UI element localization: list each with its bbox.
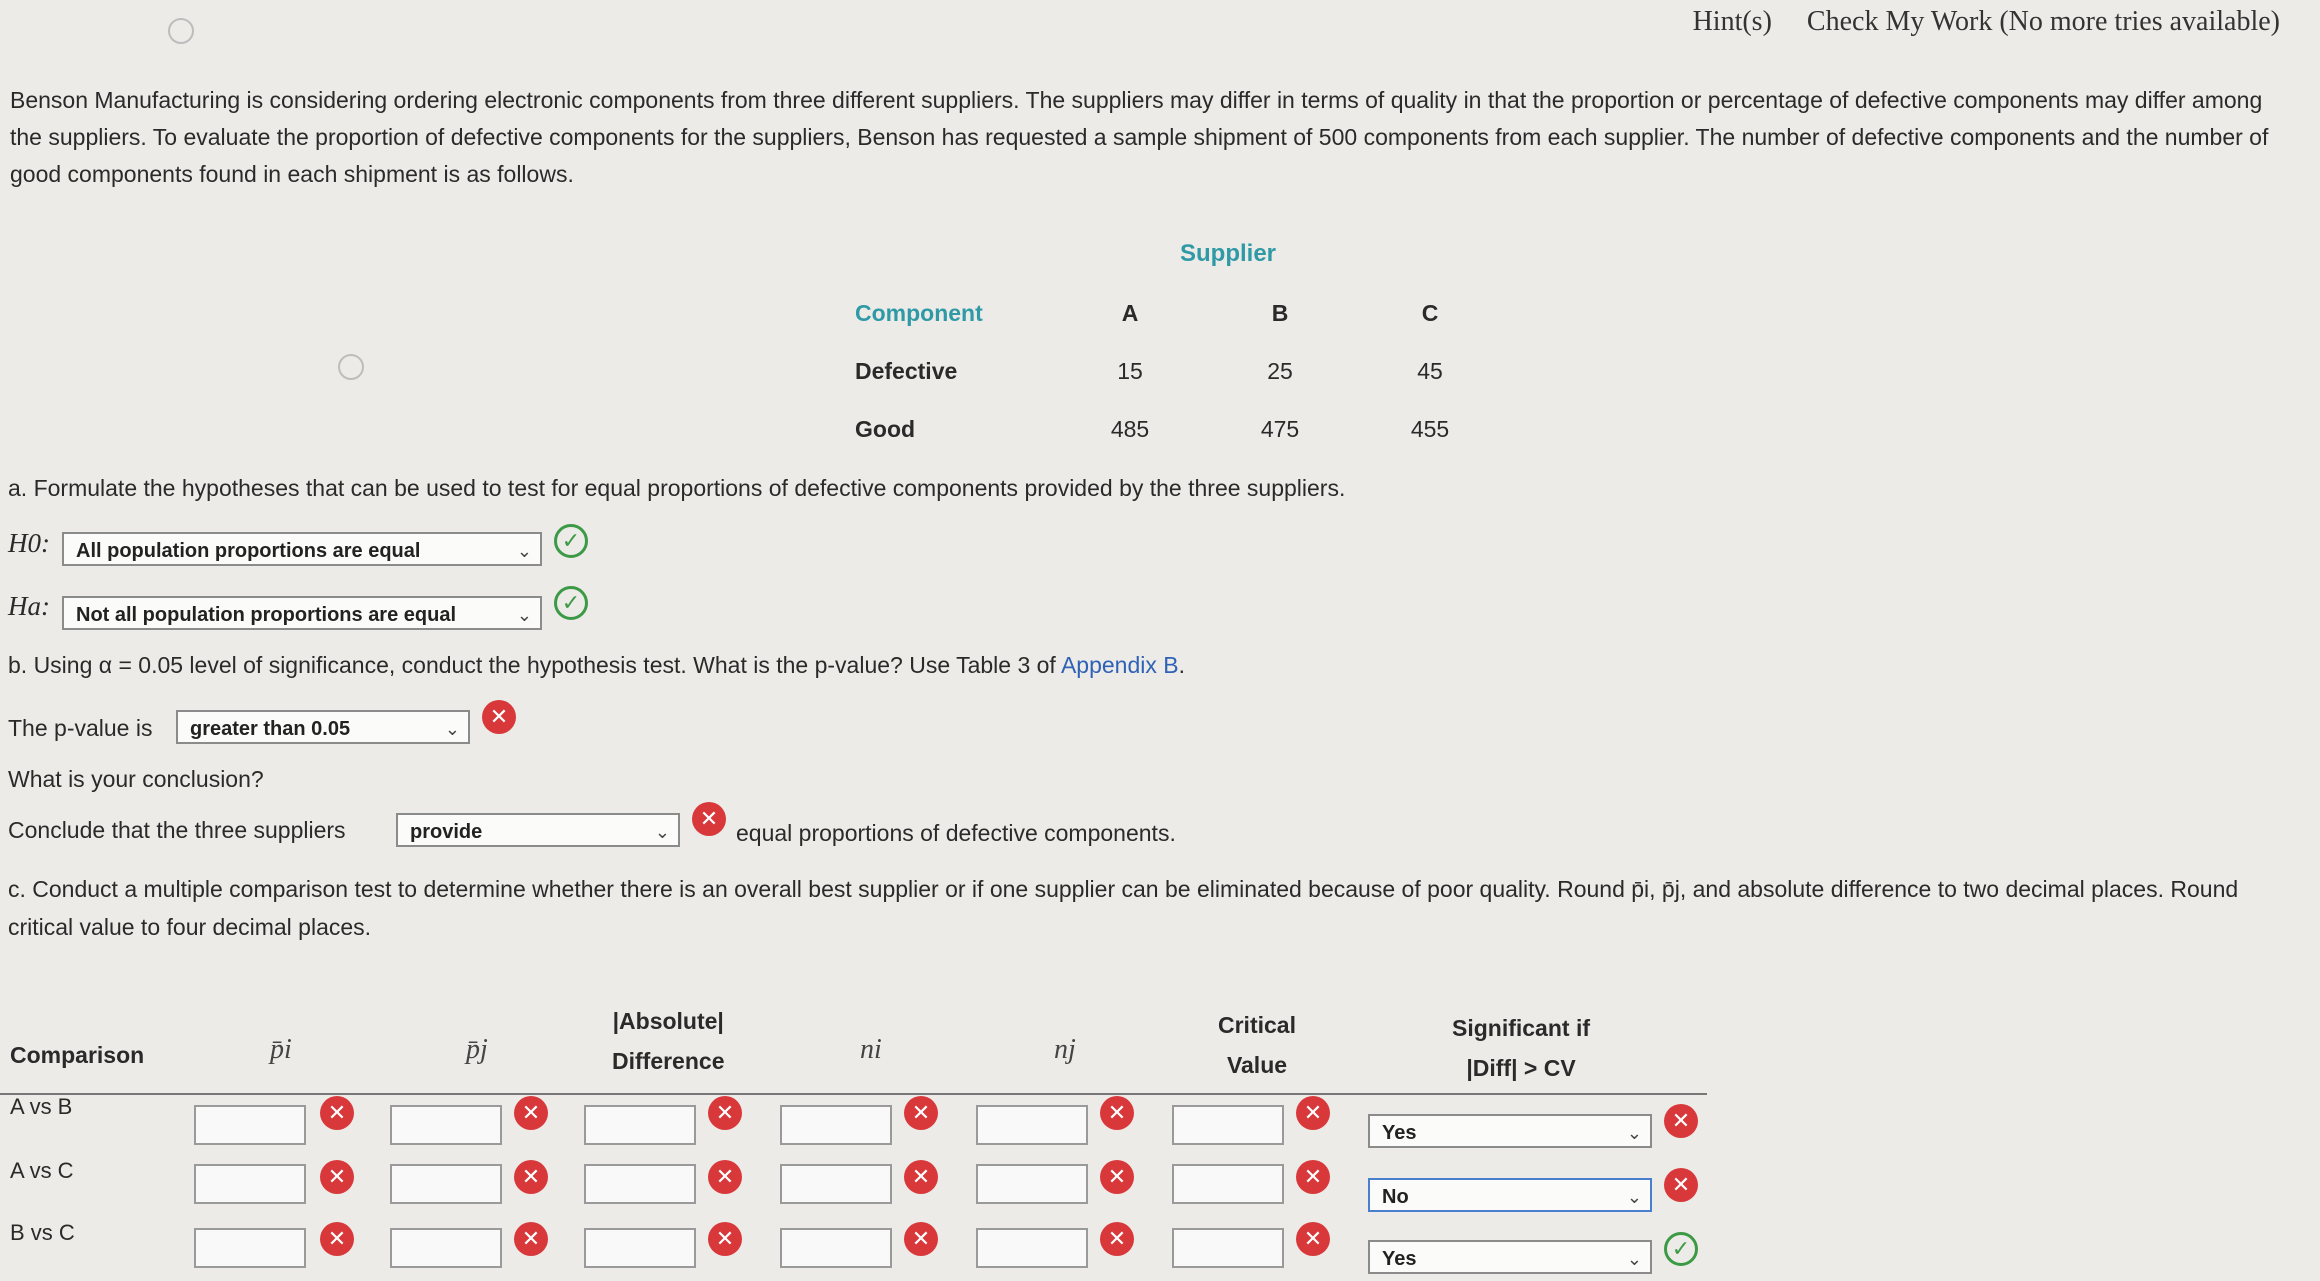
col-header-critical-value (1218, 1005, 1296, 1085)
pvalue-select[interactable] (176, 710, 470, 744)
ha-select-value: Not all population proportions are equal (76, 604, 457, 626)
col-header-absdiff-line2: Difference (612, 1048, 725, 1074)
problem-intro: Benson Manufacturing is considering ordering electronic components from three different suppliers. The suppliers may differ in terms of quality in that the proportion or percentage of defective components may differ among the suppliers. To evaluate the proportion of defective components for the suppliers, Benson has requested a sample shipment of 500 components from each supplier. The number of defective components and the number of good components found in each shipment is as follows. (10, 87, 2269, 187)
conclude-select[interactable] (396, 813, 680, 847)
table-row (855, 400, 1505, 458)
conclusion-question: What is your conclusion? (8, 766, 264, 792)
x-circle-icon: ✕ (514, 1160, 548, 1194)
x-circle-icon: ✕ (514, 1096, 548, 1130)
table-cell: 45 (1417, 357, 1443, 384)
ni-input[interactable] (780, 1228, 892, 1268)
table-header-cell: Component (855, 299, 983, 326)
table-header-row (855, 284, 1505, 342)
col-header-nj: nj (1054, 1034, 1076, 1065)
part-a-question: a. Formulate the hypotheses that can be used to test for equal proportions of defective components provided by the three suppliers. (8, 475, 1346, 501)
part-b-question (8, 652, 1185, 679)
absdiff-input[interactable] (584, 1105, 696, 1145)
check-my-work-link[interactable]: Check My Work (No more tries available) (1806, 6, 2280, 37)
supplier-table (855, 284, 1505, 458)
col-header-cv-line1: Critical (1218, 1012, 1296, 1038)
x-circle-icon: ✕ (1100, 1096, 1134, 1130)
x-circle-icon: ✕ (1664, 1104, 1698, 1138)
critical-value-input[interactable] (1172, 1105, 1284, 1145)
nj-input[interactable] (976, 1228, 1088, 1268)
radio-circle[interactable] (338, 354, 364, 380)
nj-input[interactable] (976, 1105, 1088, 1145)
table-header-cell: A (1121, 299, 1139, 326)
pj-input[interactable] (390, 1164, 502, 1204)
col-header-comparison: Comparison (10, 1042, 145, 1068)
x-circle-icon: ✕ (514, 1222, 548, 1256)
conclude-suffix: equal proportions of defective components. (736, 820, 1176, 846)
table-cell: 485 (1110, 415, 1150, 442)
x-circle-icon: ✕ (320, 1160, 354, 1194)
significant-select-value: No (1382, 1186, 1409, 1208)
x-circle-icon: ✕ (320, 1096, 354, 1130)
h0-label: H0: (8, 528, 50, 558)
pi-input[interactable] (194, 1105, 306, 1145)
supplier-title: Supplier (1180, 240, 1277, 267)
chevron-down-icon: ⌄ (1626, 1249, 1642, 1269)
chevron-down-icon: ⌄ (1626, 1187, 1642, 1207)
col-header-absdiff (612, 1001, 724, 1081)
pj-input[interactable] (390, 1105, 502, 1145)
x-circle-icon: ✕ (692, 802, 726, 836)
chevron-down-icon: ⌄ (654, 822, 670, 842)
table-cell: Good (855, 415, 916, 442)
ni-input[interactable] (780, 1105, 892, 1145)
pi-input[interactable] (194, 1228, 306, 1268)
col-header-sig-line1: Significant if (1452, 1015, 1590, 1041)
conclude-select-value: provide (410, 821, 483, 843)
ha-label: Ha: (8, 591, 50, 621)
check-circle-icon: ✓ (1664, 1232, 1698, 1266)
table-divider (0, 1093, 1707, 1095)
x-circle-icon: ✕ (1100, 1222, 1134, 1256)
absdiff-input[interactable] (584, 1228, 696, 1268)
x-circle-icon: ✕ (708, 1222, 742, 1256)
table-cell: 15 (1117, 357, 1143, 384)
table-cell: Defective (855, 357, 958, 384)
radio-circle[interactable] (168, 18, 194, 44)
x-circle-icon: ✕ (708, 1160, 742, 1194)
pi-input[interactable] (194, 1164, 306, 1204)
hint-link[interactable]: Hint(s) (1692, 6, 1772, 37)
absdiff-input[interactable] (584, 1164, 696, 1204)
significant-select[interactable] (1368, 1240, 1652, 1274)
h0-select[interactable] (62, 532, 542, 566)
h0-select-value: All population proportions are equal (76, 540, 421, 562)
x-circle-icon: ✕ (904, 1096, 938, 1130)
x-circle-icon: ✕ (320, 1222, 354, 1256)
row-label-a-vs-b: A vs B (10, 1094, 73, 1119)
ni-input[interactable] (780, 1164, 892, 1204)
col-header-pj: p̄j (466, 1034, 488, 1065)
pvalue-select-value: greater than 0.05 (190, 718, 351, 740)
chevron-down-icon: ⌄ (516, 541, 532, 561)
ha-select[interactable] (62, 596, 542, 630)
x-circle-icon: ✕ (708, 1096, 742, 1130)
x-circle-icon: ✕ (1296, 1096, 1330, 1130)
conclude-label: Conclude that the three suppliers (8, 817, 346, 843)
significant-select[interactable] (1368, 1178, 1652, 1212)
x-circle-icon: ✕ (482, 700, 516, 734)
pj-input[interactable] (390, 1228, 502, 1268)
table-header-cell: B (1271, 299, 1289, 326)
x-circle-icon: ✕ (904, 1160, 938, 1194)
appendix-b-link[interactable]: Appendix B (1060, 652, 1179, 678)
significant-select[interactable] (1368, 1114, 1652, 1148)
table-header-cell: C (1421, 299, 1439, 326)
x-circle-icon: ✕ (1296, 1160, 1330, 1194)
significant-select-value: Yes (1382, 1122, 1417, 1144)
table-cell: 475 (1260, 415, 1300, 442)
row-label-a-vs-c: A vs C (10, 1158, 74, 1183)
col-header-significant (1452, 1008, 1590, 1088)
critical-value-input[interactable] (1172, 1228, 1284, 1268)
col-header-pi: p̄i (270, 1034, 292, 1065)
significant-select-value: Yes (1382, 1248, 1417, 1270)
table-cell: 25 (1267, 357, 1293, 384)
part-b-question-end: . (1178, 652, 1185, 678)
table-cell: 455 (1410, 415, 1450, 442)
x-circle-icon: ✕ (1100, 1160, 1134, 1194)
check-circle-icon: ✓ (554, 524, 588, 558)
col-header-ni: ni (860, 1034, 882, 1065)
part-b-question-text: b. Using α = 0.05 level of significance, conduct the hypothesis test. What is the p-value? Use Table 3 of (8, 652, 1061, 678)
part-c-question: c. Conduct a multiple comparison test to determine whether there is an overall best supplier or if one supplier can be eliminated because of poor quality. Round p̄i, p̄j, and absolute difference to two decimal places. Round critical value to four decimal places. (8, 876, 2239, 940)
x-circle-icon: ✕ (1664, 1168, 1698, 1202)
pvalue-label: The p-value is (8, 715, 153, 741)
nj-input[interactable] (976, 1164, 1088, 1204)
col-header-sig-line2: |Diff| > CV (1466, 1055, 1576, 1081)
critical-value-input[interactable] (1172, 1164, 1284, 1204)
check-circle-icon: ✓ (554, 586, 588, 620)
top-toolbar (1665, 6, 2280, 38)
chevron-down-icon: ⌄ (1626, 1123, 1642, 1143)
x-circle-icon: ✕ (904, 1222, 938, 1256)
col-header-cv-line2: Value (1226, 1052, 1288, 1078)
x-circle-icon: ✕ (1296, 1222, 1330, 1256)
chevron-down-icon: ⌄ (444, 719, 460, 739)
col-header-absdiff-line1: |Absolute| (612, 1008, 724, 1034)
row-label-b-vs-c: B vs C (10, 1220, 75, 1245)
chevron-down-icon: ⌄ (516, 605, 532, 625)
table-row (855, 342, 1505, 400)
